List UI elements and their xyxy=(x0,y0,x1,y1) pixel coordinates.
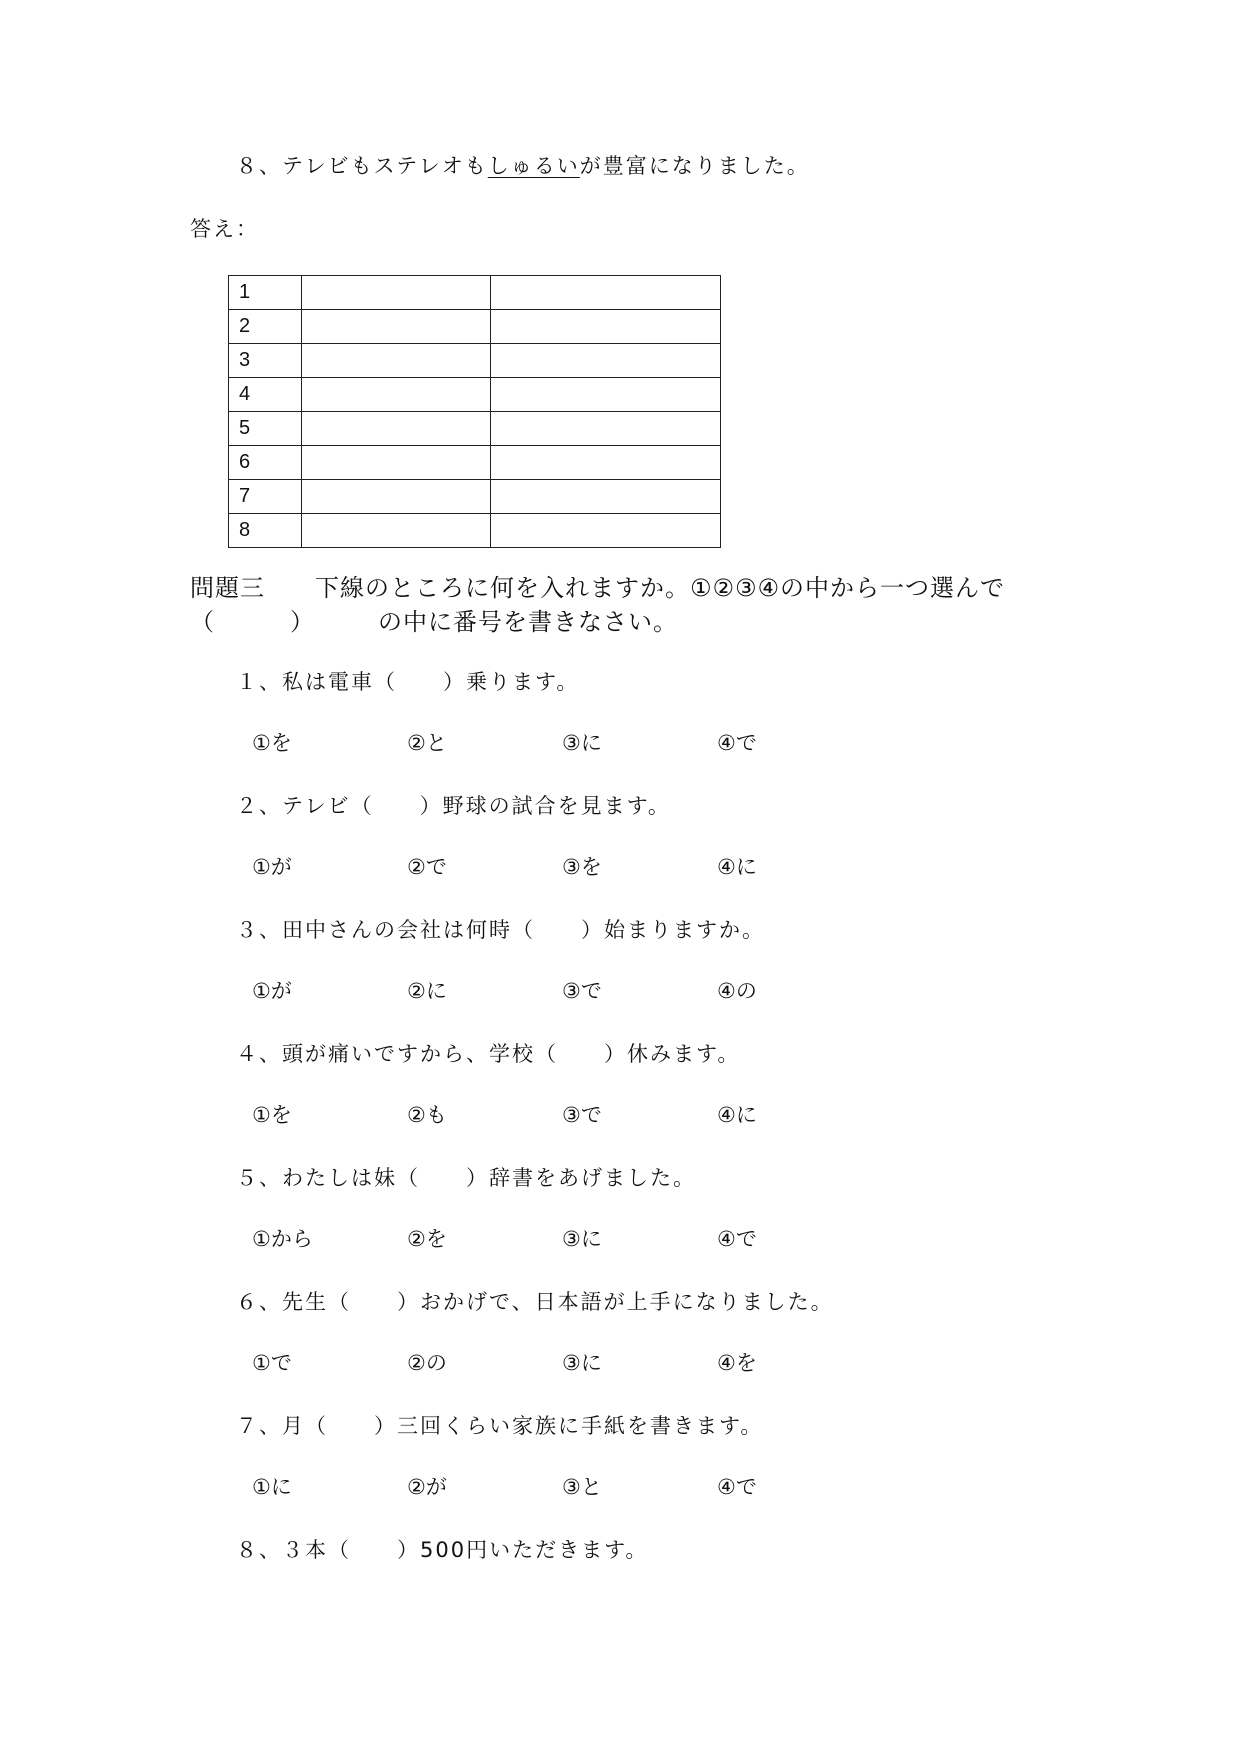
option[interactable]: ②と xyxy=(407,731,447,755)
table-row xyxy=(229,378,721,412)
question-2: ２、テレビ（ ）野球の試合を見ます。 xyxy=(236,794,671,818)
answers-label: 答え： xyxy=(190,217,259,241)
question-8: ８、３本（ ）500円いただきます。 xyxy=(236,1538,649,1562)
table-row xyxy=(229,276,721,310)
answer-cell[interactable] xyxy=(491,276,721,310)
option[interactable]: ④で xyxy=(717,1227,757,1251)
answer-cell[interactable] xyxy=(491,480,721,514)
option[interactable]: ③で xyxy=(562,1103,602,1127)
answer-cell[interactable] xyxy=(302,412,491,446)
question-8-vocabulary xyxy=(236,152,810,180)
row-number: 6 xyxy=(229,446,302,480)
option[interactable]: ④を xyxy=(717,1351,757,1375)
option[interactable]: ③と xyxy=(562,1475,602,1499)
row-number: 7 xyxy=(229,480,302,514)
option[interactable]: ③に xyxy=(562,1351,602,1375)
row-number: 2 xyxy=(229,310,302,344)
answer-cell[interactable] xyxy=(491,412,721,446)
option[interactable]: ④の xyxy=(717,979,757,1003)
option[interactable]: ③で xyxy=(562,979,602,1003)
row-number: 8 xyxy=(229,514,302,548)
answer-cell[interactable] xyxy=(491,310,721,344)
option[interactable]: ④で xyxy=(717,731,757,755)
answer-cell[interactable] xyxy=(302,344,491,378)
row-number: 5 xyxy=(229,412,302,446)
answer-cell[interactable] xyxy=(302,276,491,310)
option[interactable]: ①に xyxy=(252,1475,292,1499)
question-7: ７、月（ ）三回くらい家族に手紙を書きます。 xyxy=(236,1414,764,1438)
option[interactable]: ②に xyxy=(407,979,447,1003)
option[interactable]: ③を xyxy=(562,855,602,879)
question-3: ３、田中さんの会社は何時（ ）始まりますか。 xyxy=(236,918,765,942)
section-3-heading-line-1: 問題三 下線のところに何を入れますか。①②③④の中から一つ選んで xyxy=(190,574,1006,602)
option[interactable]: ④に xyxy=(717,1103,757,1127)
table-row xyxy=(229,412,721,446)
question-8-suffix: が豊富になりました。 xyxy=(579,154,810,178)
answer-cell[interactable] xyxy=(302,446,491,480)
answer-cell[interactable] xyxy=(491,446,721,480)
option[interactable]: ①を xyxy=(252,731,292,755)
option[interactable]: ④に xyxy=(717,855,757,879)
question-4: ４、頭が痛いですから、学校（ ）休みます。 xyxy=(236,1042,741,1066)
option[interactable]: ④で xyxy=(717,1475,757,1499)
answer-cell[interactable] xyxy=(302,310,491,344)
option[interactable]: ③に xyxy=(562,731,602,755)
question-6: ６、先生（ ）おかげで、日本語が上手になりました。 xyxy=(236,1290,834,1314)
row-number: 3 xyxy=(229,344,302,378)
option[interactable]: ①で xyxy=(252,1351,292,1375)
section-3-heading-line-2: （ ） の中に番号を書きなさい。 xyxy=(190,608,678,636)
table-row xyxy=(229,480,721,514)
underlined-word: しゅるい xyxy=(487,154,580,178)
row-number: 1 xyxy=(229,276,302,310)
question-8-prefix: ８、テレビもステレオも xyxy=(236,154,488,178)
option[interactable]: ②で xyxy=(407,855,447,879)
option[interactable]: ①を xyxy=(252,1103,292,1127)
option[interactable]: ①が xyxy=(252,979,292,1003)
table-row xyxy=(229,514,721,548)
option[interactable]: ①から xyxy=(252,1227,313,1251)
option[interactable]: ②も xyxy=(407,1103,447,1127)
table-row xyxy=(229,344,721,378)
option[interactable]: ③に xyxy=(562,1227,602,1251)
option[interactable]: ②の xyxy=(407,1351,447,1375)
answer-cell[interactable] xyxy=(491,378,721,412)
option[interactable]: ②を xyxy=(407,1227,447,1251)
row-number: 4 xyxy=(229,378,302,412)
answer-cell[interactable] xyxy=(491,344,721,378)
option[interactable]: ②が xyxy=(407,1475,447,1499)
question-5: ５、わたしは妹（ ）辞書をあげました。 xyxy=(236,1166,696,1190)
answer-cell[interactable] xyxy=(302,514,491,548)
answer-table xyxy=(228,275,721,548)
table-row xyxy=(229,310,721,344)
answer-cell[interactable] xyxy=(302,480,491,514)
question-1: １、私は電車（ ）乗ります。 xyxy=(236,670,580,694)
option[interactable]: ①が xyxy=(252,855,292,879)
answer-cell[interactable] xyxy=(491,514,721,548)
table-row xyxy=(229,446,721,480)
answer-cell[interactable] xyxy=(302,378,491,412)
